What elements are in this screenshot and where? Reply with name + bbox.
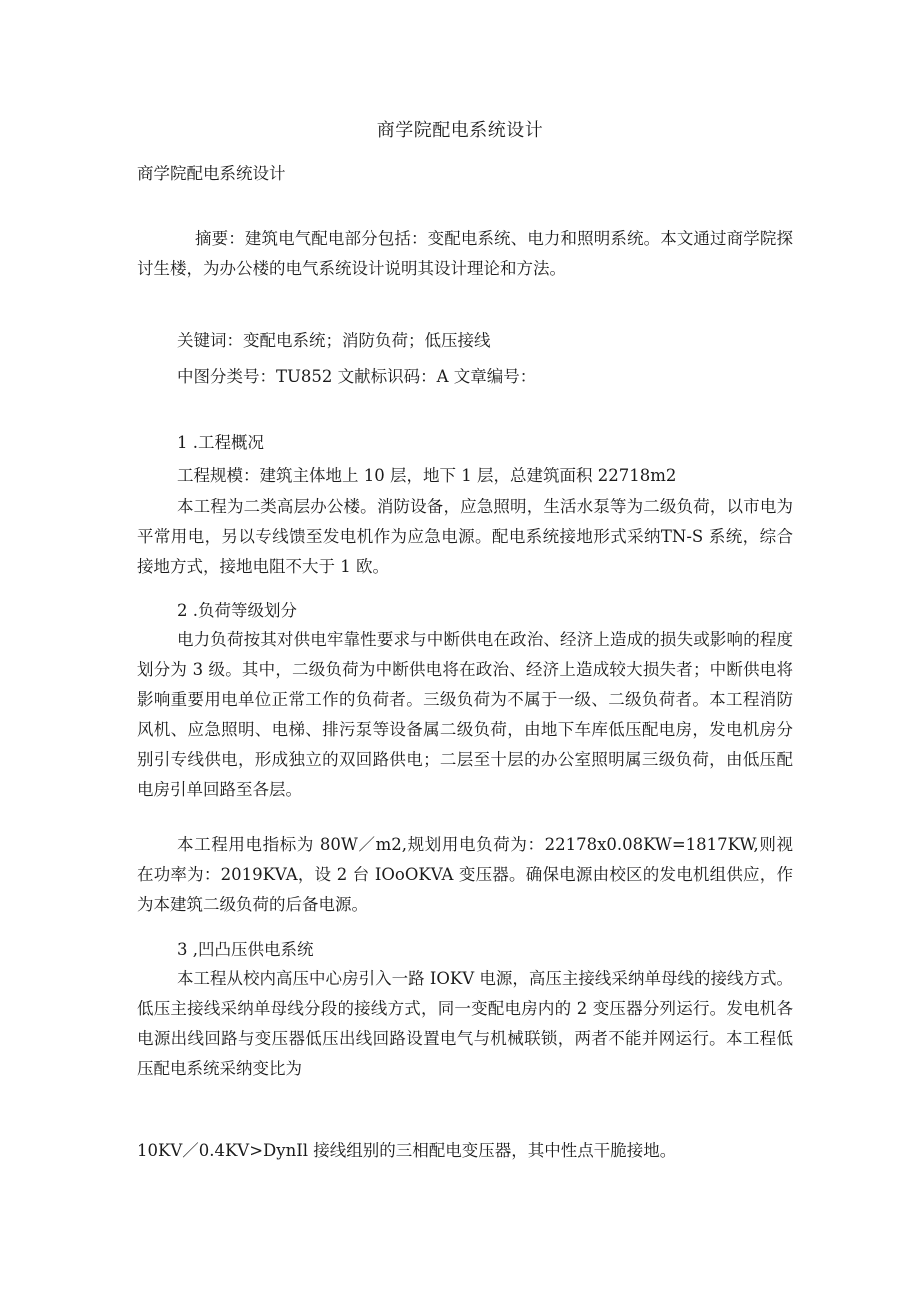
keywords-line: 关键词：变配电系统；消防负荷；低压接线: [177, 331, 491, 350]
document-title: 商学院配电系统设计: [376, 120, 544, 141]
abstract-text: 摘要：建筑电气配电部分包括：变配电系统、电力和照明系统。本文通过商学院探讨生楼，为办公楼的电气系统设计说明其设计理论和方法。: [137, 229, 793, 278]
section2-heading: 2 .负荷等级划分: [177, 601, 297, 620]
abstract-paragraph: [137, 224, 793, 284]
section1-paragraph: [137, 492, 793, 582]
section2-paragraph-1-text: 电力负荷按其对供电牢靠性要求与中断供电在政治、经济上造成的损失或影响的程度划分为 3 级。其中，二级负荷为中断供电将在政治、经济上造成较大损失者；中断供电将影响重要用电单位正常工作的负荷者。三级负荷为不属于一级、二级负荷者。本工程消防风机、应急照明、电梯、排污泵等设备属二级负荷，由地下车库低压配电房，发电机房分别引专线供电，形成独立的双回路供电；二层至十层的办公室照明属三级负荷，由低压配电房引单回路至各层。: [137, 630, 793, 799]
section3-heading: 3 ,凹凸压供电系统: [177, 940, 314, 959]
document-subtitle: 商学院配电系统设计: [137, 164, 286, 183]
section2-paragraph-1: [137, 625, 793, 805]
section3-paragraph-text: 本工程从校内高压中心房引入一路 IOKV 电源，高压主接线采纳单母线的接线方式。低压主接线采纳单母线分段的接线方式，同一变配电房内的 2 变压器分列运行。发电机各电源出线回路与变压器低压出线回路设置电气与机械联锁，两者不能并网运行。本工程低压配电系统采纳变比为: [137, 969, 793, 1078]
section3-tail-line: 10KV／0.4KV>DynIl 接线组别的三相配电变压器，其中性点干脆接地。: [137, 1141, 677, 1160]
section1-scale: 工程规模：建筑主体地上 10 层，地下 1 层，总建筑面积 22718m2: [177, 466, 677, 485]
section3-paragraph: [137, 964, 793, 1084]
section1-paragraph-text: 本工程为二类高层办公楼。消防设备，应急照明，生活水泵等为二级负荷，以市电为平常用电，另以专线馈至发电机作为应急电源。配电系统接地形式采纳TN-S 系统，综合接地方式，接地电阻不大于 1 欧。: [137, 497, 793, 576]
section2-paragraph-2: [137, 830, 793, 920]
section2-paragraph-2-text: 本工程用电指标为 80W／m2,规划用电负荷为：22178x0.08KW=1817KW,则视在功率为：2019KVA，设 2 台 IOoOKVA 变压器。确保电源由校区的发电机组供应，作为本建筑二级负荷的后备电源。: [137, 835, 793, 914]
classification-line: 中图分类号：TU852 文献标识码：A 文章编号：: [177, 367, 537, 386]
section1-heading: 1 .工程概况: [177, 433, 264, 452]
